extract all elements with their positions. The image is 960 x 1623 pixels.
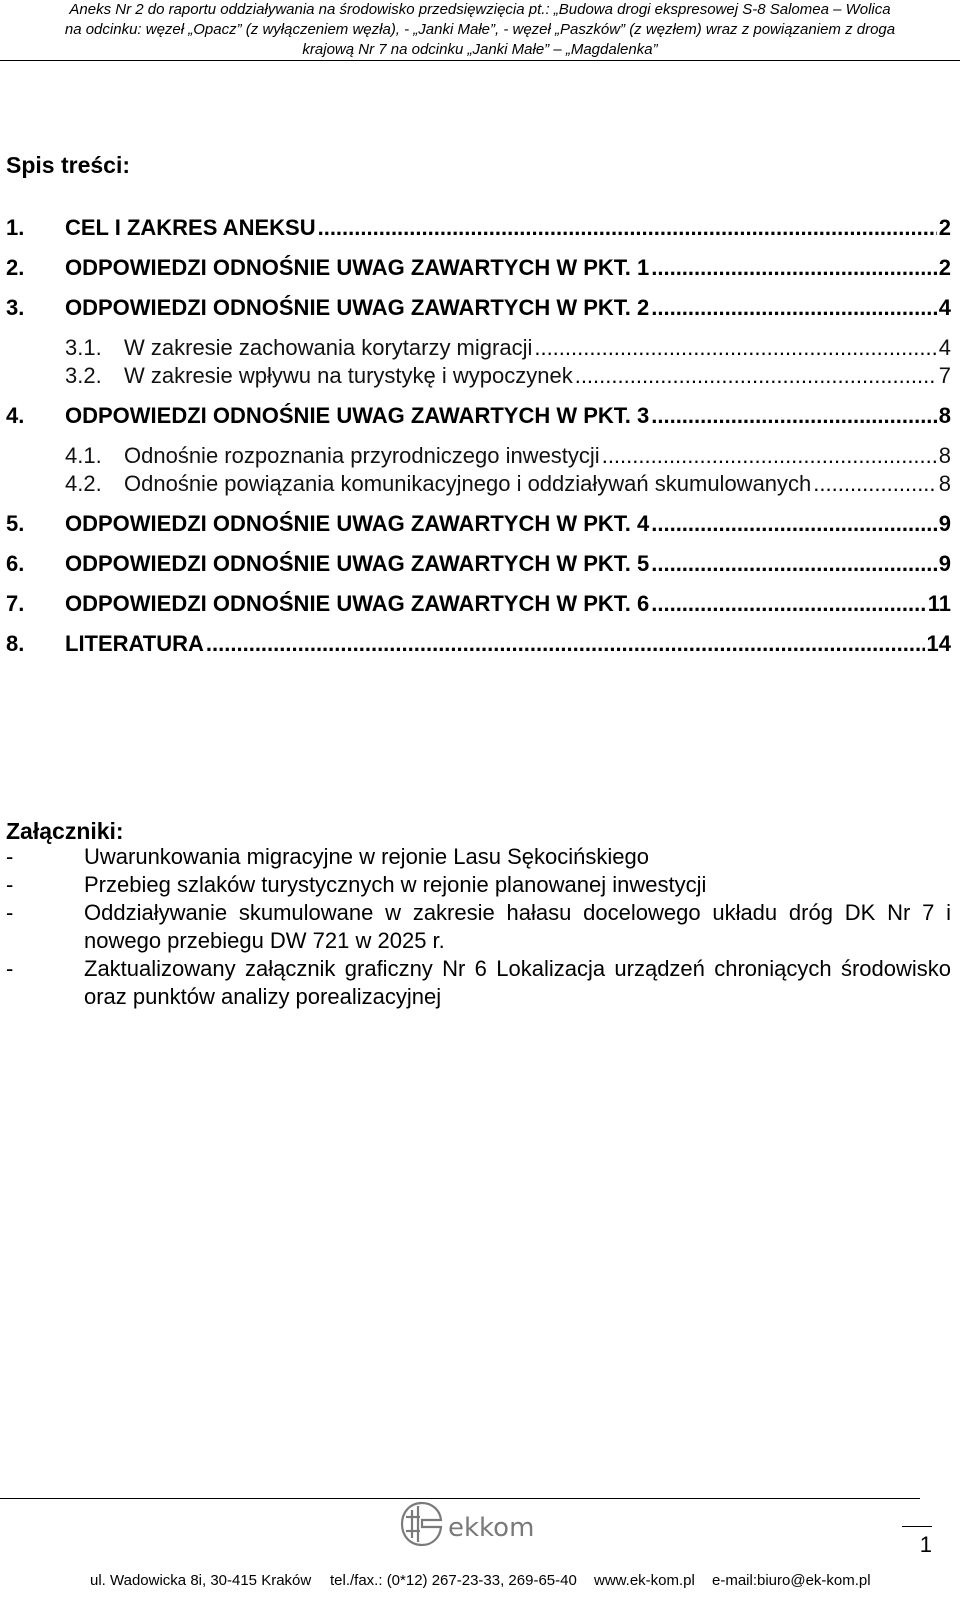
running-header <box>0 0 960 61</box>
toc-entry-number: 4.2. <box>65 471 102 496</box>
toc-entry-title: W zakresie zachowania korytarzy migracji <box>124 335 533 360</box>
toc-entry-title: ODPOWIEDZI ODNOŚNIE UWAG ZAWARTYCH W PKT. 2 <box>65 295 650 320</box>
footer-rule <box>0 1498 920 1499</box>
toc-leader-dots <box>651 511 937 537</box>
toc-entry[interactable] <box>6 591 951 621</box>
toc-entry-number: 8. <box>6 631 25 656</box>
toc-entry-title: Odnośnie rozpoznania przyrodniczego inwestycji <box>124 443 600 468</box>
toc-entry-page: 4 <box>938 295 951 320</box>
toc-entry-title: ODPOWIEDZI ODNOŚNIE UWAG ZAWARTYCH W PKT. 6 <box>65 591 650 616</box>
page-number: 1 <box>919 1532 932 1557</box>
toc-entry-number: 4.1. <box>65 443 102 468</box>
toc-entry-page: 14 <box>926 631 951 656</box>
toc-entry[interactable] <box>6 363 951 393</box>
toc-entry[interactable] <box>6 403 951 433</box>
list-item <box>6 899 951 955</box>
toc-entry-title: ODPOWIEDZI ODNOŚNIE UWAG ZAWARTYCH W PKT. 4 <box>65 511 650 536</box>
toc-entry-page: 9 <box>938 551 951 576</box>
toc-entry-page: 8 <box>938 403 951 428</box>
toc-leader-dots <box>602 443 937 469</box>
toc-entry[interactable] <box>6 511 951 541</box>
toc-entry[interactable] <box>6 295 951 325</box>
toc-entry-page: 11 <box>927 591 951 616</box>
footer-website[interactable]: www.ek-kom.pl <box>594 1572 695 1589</box>
list-dash: - <box>6 844 14 869</box>
toc-entry-number: 2. <box>6 255 25 280</box>
toc-entry-page: 8 <box>938 443 951 468</box>
toc-entry-number: 3.2. <box>65 363 102 388</box>
toc-leader-dots <box>651 551 937 577</box>
attachment-text: Zaktualizowany załącznik graficzny Nr 6 Lokalizacja urządzeń chroniących środowisko oraz punktów analizy porealizacyjnej <box>84 956 951 1009</box>
toc-entry[interactable] <box>6 551 951 581</box>
header-line-2: na odcinku: węzeł „Opacz” (z wyłączeniem węzła), - „Janki Małe”, - węzeł „Paszków” (z węzłem) wraz z powiązaniem z droga <box>64 21 896 38</box>
attachments-heading: Załączniki: <box>6 818 124 844</box>
attachment-text: Przebieg szlaków turystycznych w rejonie planowanej inwestycji <box>84 872 707 897</box>
toc-entry[interactable] <box>6 471 951 501</box>
header-line-3: krajową Nr 7 na odcinku „Janki Małe” – „Magdalenka” <box>302 41 658 58</box>
toc-entry[interactable] <box>6 631 951 661</box>
toc-entry[interactable] <box>6 255 951 285</box>
toc-leader-dots <box>813 471 936 497</box>
footer-email[interactable]: e-mail:biuro@ek-kom.pl <box>712 1572 871 1589</box>
toc-entry-number: 7. <box>6 591 25 616</box>
list-item <box>6 871 951 899</box>
attachment-text: Uwarunkowania migracyjne w rejonie Lasu Sękocińskiego <box>84 844 649 869</box>
page-number-rule <box>902 1526 932 1527</box>
toc-leader-dots <box>318 215 937 241</box>
toc-entry-page: 7 <box>938 363 951 388</box>
list-item <box>6 955 951 1011</box>
list-dash: - <box>6 900 14 925</box>
toc-entry-title: LITERATURA <box>65 631 204 656</box>
toc-entry[interactable] <box>6 443 951 473</box>
footer-phone: tel./fax.: (0*12) 267-23-33, 269-65-40 <box>330 1572 577 1589</box>
toc-entry[interactable] <box>6 335 951 365</box>
toc-entry-title: CEL I ZAKRES ANEKSU <box>65 215 316 240</box>
header-line-1: Aneks Nr 2 do raportu oddziaływania na środowisko przedsięwzięcia pt.: „Budowa drogi ekspresowej S-8 Salomea – Wolica <box>69 1 891 18</box>
list-dash: - <box>6 956 14 981</box>
attachment-text: Oddziaływanie skumulowane w zakresie hałasu docelowego układu dróg DK Nr 7 i nowego przebiegu DW 721 w 2025 r. <box>84 900 951 953</box>
toc-entry-title: Odnośnie powiązania komunikacyjnego i oddziaływań skumulowanych <box>124 471 812 496</box>
toc-entry-title: ODPOWIEDZI ODNOŚNIE UWAG ZAWARTYCH W PKT. 5 <box>65 551 650 576</box>
toc-entry-number: 3.1. <box>65 335 102 360</box>
footer-address: ul. Wadowicka 8i, 30-415 Kraków <box>90 1572 312 1589</box>
toc-leader-dots <box>575 363 937 389</box>
toc-entry-number: 3. <box>6 295 25 320</box>
toc-heading: Spis treści: <box>6 152 130 178</box>
toc-entry-number: 6. <box>6 551 25 576</box>
toc-leader-dots <box>206 631 925 657</box>
toc-entry-page: 9 <box>938 511 951 536</box>
toc-entry-page: 2 <box>938 255 951 280</box>
toc-leader-dots <box>534 335 936 361</box>
toc-entry[interactable] <box>6 215 951 245</box>
toc-entry-page: 4 <box>938 335 951 360</box>
toc-entry-title: ODPOWIEDZI ODNOŚNIE UWAG ZAWARTYCH W PKT. 1 <box>65 255 650 280</box>
toc-leader-dots <box>651 255 937 281</box>
toc-entry-number: 4. <box>6 403 25 428</box>
toc-leader-dots <box>651 295 937 321</box>
toc-entry-number: 1. <box>6 215 25 240</box>
logo-wordmark: ekkom <box>448 1513 535 1543</box>
toc-entry-page: 2 <box>938 215 951 240</box>
toc-leader-dots <box>651 591 925 617</box>
list-dash: - <box>6 872 14 897</box>
toc-entry-title: W zakresie wpływu na turystykę i wypoczynek <box>124 363 573 388</box>
toc-entry-title: ODPOWIEDZI ODNOŚNIE UWAG ZAWARTYCH W PKT. 3 <box>65 403 650 428</box>
list-item <box>6 843 951 871</box>
toc-entry-page: 8 <box>938 471 951 496</box>
toc-entry-number: 5. <box>6 511 25 536</box>
toc-leader-dots <box>651 403 937 429</box>
